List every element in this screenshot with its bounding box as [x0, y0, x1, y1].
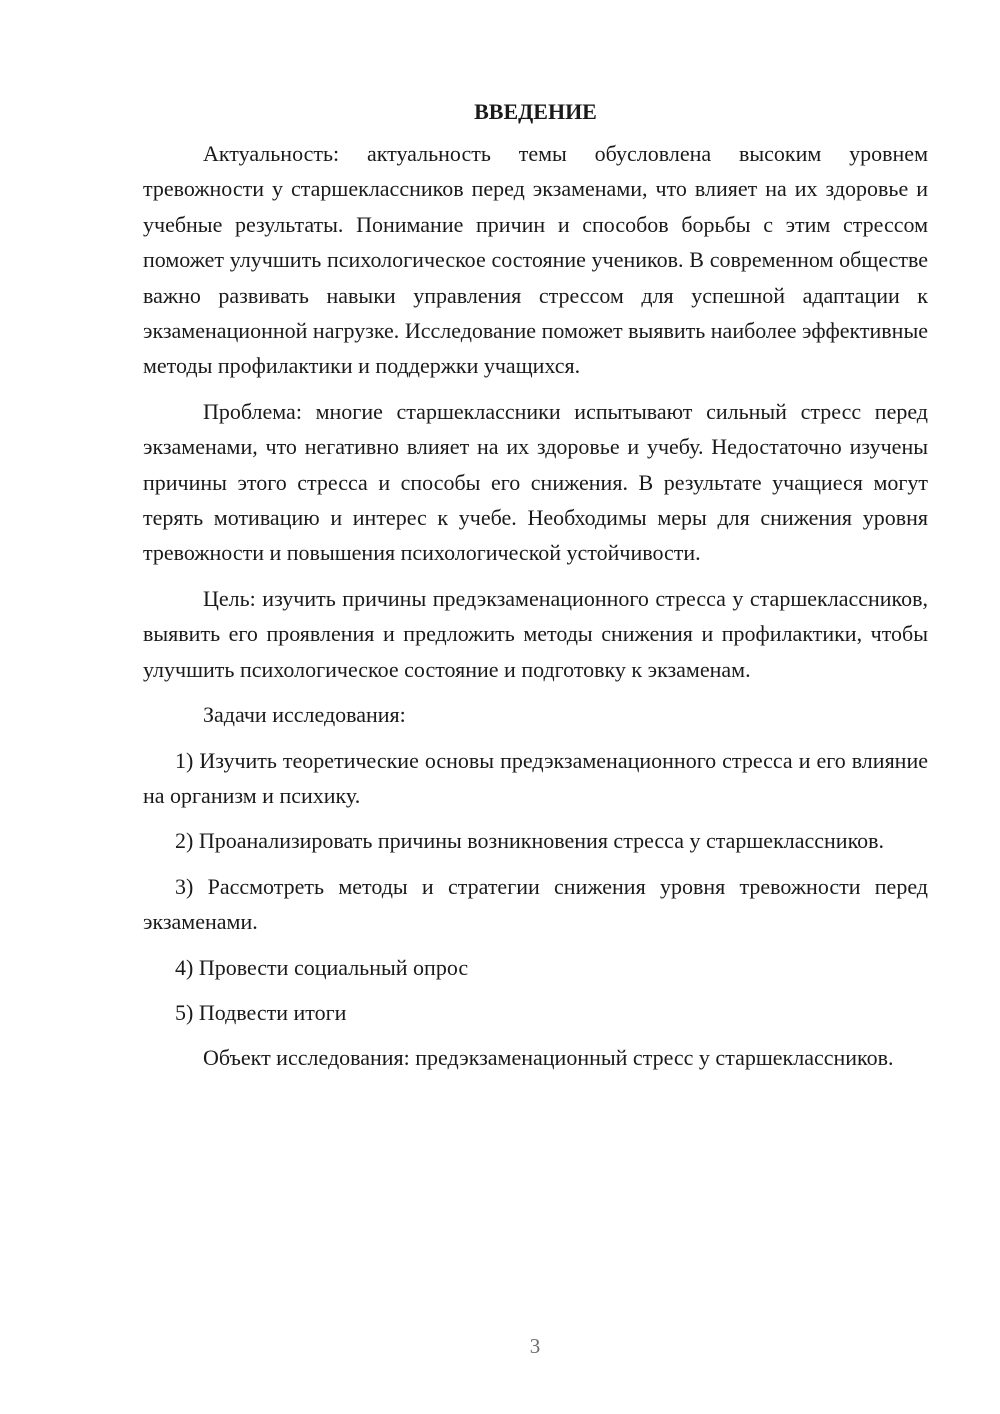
- paragraph-object: Объект исследования: предэкзаменационный стресс у старшеклассников.: [203, 1045, 894, 1071]
- paragraph-problem: Проблема: многие старшеклассники испытывают сильный стресс перед экзаменами, что негативно влияет на их здоровье и учебу. Недостаточно изучены причины этого стресса и способы его снижения. В результате учащиеся могут терять мотивацию и интерес к учебе. Необходимы меры для снижения уровня тревожности и повышения психологической устойчивости.: [143, 398, 928, 566]
- page-content: [143, 96, 928, 1086]
- task-item-4: 4) Провести социальный опрос: [175, 954, 469, 980]
- section-title: ВВЕДЕНИЕ: [474, 99, 597, 124]
- task-item-1: 1) Изучить теоретические основы предэкзаменационного стресса и его влияние на организм и психику.: [143, 747, 928, 808]
- paragraph-goal: Цель: изучить причины предэкзаменационного стресса у старшеклассников, выявить его проявления и предложить методы снижения и профилактики, чтобы улучшить психологическое состояние и подготовку к экзаменам.: [143, 585, 928, 682]
- task-item-2: 2) Проанализировать причины возникновения стресса у старшеклассников.: [175, 828, 885, 854]
- task-item-5: 5) Подвести итоги: [175, 999, 347, 1025]
- task-item-3: 3) Рассмотреть методы и стратегии снижения уровня тревожности перед экзаменами.: [143, 873, 928, 935]
- page-number: 3: [529, 1334, 541, 1358]
- tasks-heading: Задачи исследования:: [203, 702, 406, 728]
- paragraph-relevance: Актуальность: актуальность темы обусловлена высоким уровнем тревожности у старшеклассников перед экзаменами, что влияет на их здоровье и учебные результаты. Понимание причин и способов борьбы с этим стрессом поможет улучшить психологическое состояние учеников. В современном обществе важно развивать навыки управления стрессом для успешной адаптации к экзаменационной нагрузке. Исследование поможет выявить наиболее эффективные методы профилактики и поддержки учащихся.: [143, 141, 928, 379]
